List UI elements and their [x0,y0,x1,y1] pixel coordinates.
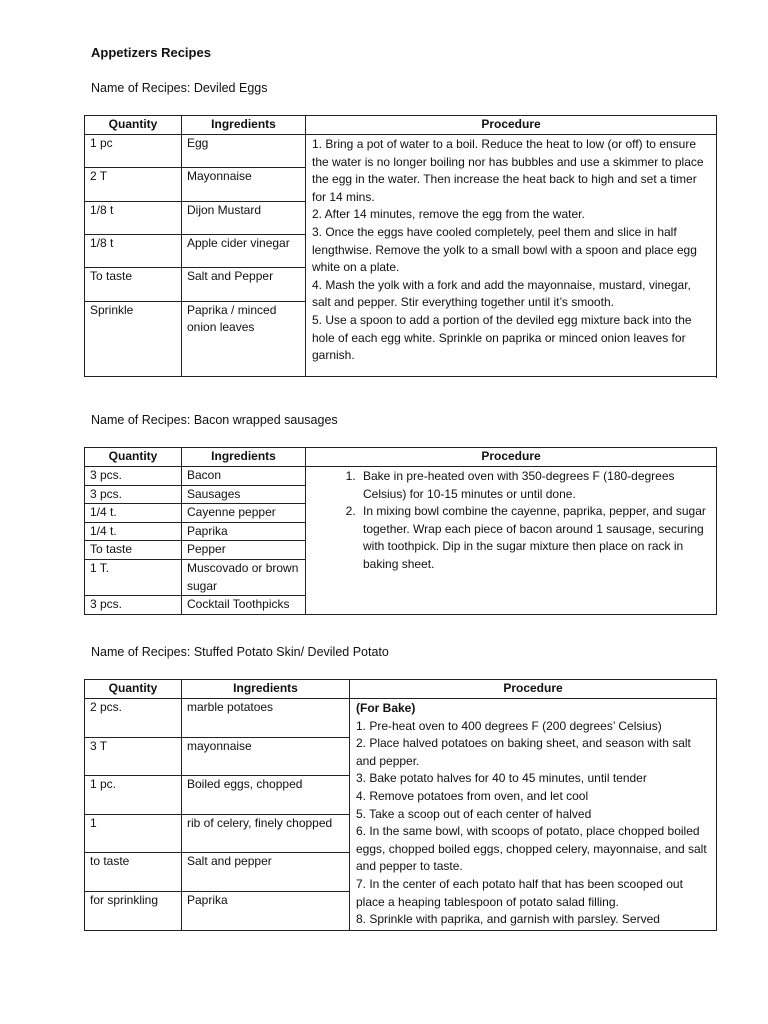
ingredient-cell: Mayonnaise [182,168,306,201]
ingredient-cell: Paprika / minced onion leaves [182,301,306,376]
quantity-cell: Sprinkle [85,301,182,376]
quantity-cell: 1/8 t [85,201,182,234]
quantity-cell: 1 T. [85,559,182,595]
header-ingredients: Ingredients [182,680,350,699]
ingredient-cell: Sausages [182,485,306,504]
header-procedure: Procedure [306,116,717,135]
ingredient-cell: Egg [182,135,306,168]
procedure-step: 1. Bring a pot of water to a boil. Reduce the heat to low (or off) to ensure the water is no longer boiling nor has bubbles and use a skimmer to place the egg in the water. Then increase the heat back to high and set a timer for 14 mins. [312,137,704,204]
recipe-table-deviled-eggs [84,115,717,377]
ingredient-cell: Cayenne pepper [182,504,306,523]
ingredient-cell: Bacon [182,467,306,486]
quantity-cell: 1/4 t. [85,504,182,523]
header-quantity: Quantity [85,680,182,699]
ingredient-cell: Muscovado or brown sugar [182,559,306,595]
header-quantity: Quantity [85,116,182,135]
procedure-step: 1. Pre-heat oven to 400 degrees F (200 degrees’ Celsius) [356,718,662,733]
recipe-table-bacon-wrapped-sausages [84,447,717,615]
quantity-cell: 1/8 t [85,235,182,268]
header-quantity: Quantity [85,448,182,467]
quantity-cell: 1 pc. [85,776,182,815]
ingredient-cell: Apple cider vinegar [182,235,306,268]
ingredient-cell: Salt and Pepper [182,268,306,301]
ingredient-cell: Boiled eggs, chopped [182,776,350,815]
procedure-step: 5. Take a scoop out of each center of halved [356,806,592,821]
quantity-cell: 1 pc [85,135,182,168]
ingredient-cell: Salt and pepper [182,853,350,892]
quantity-cell: To taste [85,541,182,560]
procedure-step: 2. Place halved potatoes on baking sheet, and season with salt and pepper. [356,736,691,768]
ingredient-cell: Paprika [182,892,350,931]
recipe-name-stuffed-potato-skin: Name of Recipes: Stuffed Potato Skin/ Deviled Potato [91,645,389,659]
procedure-step: 6. In the same bowl, with scoops of potato, place chopped boiled eggs, chopped boiled eggs, chopped celery, mayonnaise, and salt and pepper to taste. [356,824,707,874]
quantity-cell: 3 pcs. [85,596,182,615]
quantity-cell: To taste [85,268,182,301]
ingredient-cell: marble potatoes [182,699,350,738]
quantity-cell: 3 T [85,737,182,776]
procedure-step: 3. Bake potato halves for 40 to 45 minutes, until tender [356,771,647,786]
procedure-cell [350,699,717,931]
ingredient-cell: Pepper [182,541,306,560]
header-procedure: Procedure [350,680,717,699]
ingredient-cell: rib of celery, finely chopped [182,814,350,853]
procedure-step: 3. Once the eggs have cooled completely, peel them and slice in half lengthwise. Remove the yolk to a small bowl with a spoon and place egg white on a plate. [312,224,697,275]
quantity-cell: 3 pcs. [85,485,182,504]
procedure-step: 4. Remove potatoes from oven, and let cool [356,788,589,803]
recipe-name-deviled-eggs: Name of Recipes: Deviled Eggs [91,81,268,95]
ingredient-cell: Paprika [182,522,306,541]
header-procedure: Procedure [306,448,717,467]
quantity-cell: to taste [85,853,182,892]
procedure-step: 5. Use a spoon to add a portion of the deviled egg mixture back into the hole of each egg white. Sprinkle on paprika or minced onion leaves for garnish. [312,312,692,363]
ingredient-cell: mayonnaise [182,737,350,776]
ingredient-cell: Dijon Mustard [182,201,306,234]
page-title: Appetizers Recipes [91,45,211,60]
header-ingredients: Ingredients [182,448,306,467]
ingredient-cell: Cocktail Toothpicks [182,596,306,615]
procedure-step: 2. In mixing bowl combine the cayenne, paprika, pepper, and sugar together. Wrap each piece of bacon around 1 sausage, securing with toothpick. Dip in the sugar mixture then place on rack in baking sheet. [359,503,710,573]
quantity-cell: for sprinkling [85,892,182,931]
procedure-step: 4. Mash the yolk with a fork and add the mayonnaise, mustard, vinegar, salt and pepper. Stir everything together until it’s smooth. [312,277,691,310]
recipe-name-bacon-wrapped-sausages: Name of Recipes: Bacon wrapped sausages [91,413,338,427]
quantity-cell: 1/4 t. [85,522,182,541]
quantity-cell: 1 [85,814,182,853]
procedure-step: 8. Sprinkle with paprika, and garnish with parsley. Served [356,912,660,927]
procedure-heading: (For Bake) [356,701,416,715]
procedure-cell [306,467,717,615]
recipe-table-stuffed-potato-skin [84,679,717,931]
procedure-cell [306,135,717,377]
procedure-step: 2. After 14 minutes, remove the egg from the water. [312,207,585,222]
quantity-cell: 2 T [85,168,182,201]
quantity-cell: 2 pcs. [85,699,182,738]
quantity-cell: 3 pcs. [85,467,182,486]
procedure-step: 7. In the center of each potato half that has been scooped out place a heaping tablespoon of potato salad filling. [356,876,683,909]
procedure-step: 1. Bake in pre-heated oven with 350-degrees F (180-degrees Celsius) for 10-15 minutes or until done. [359,468,710,503]
header-ingredients: Ingredients [182,116,306,135]
